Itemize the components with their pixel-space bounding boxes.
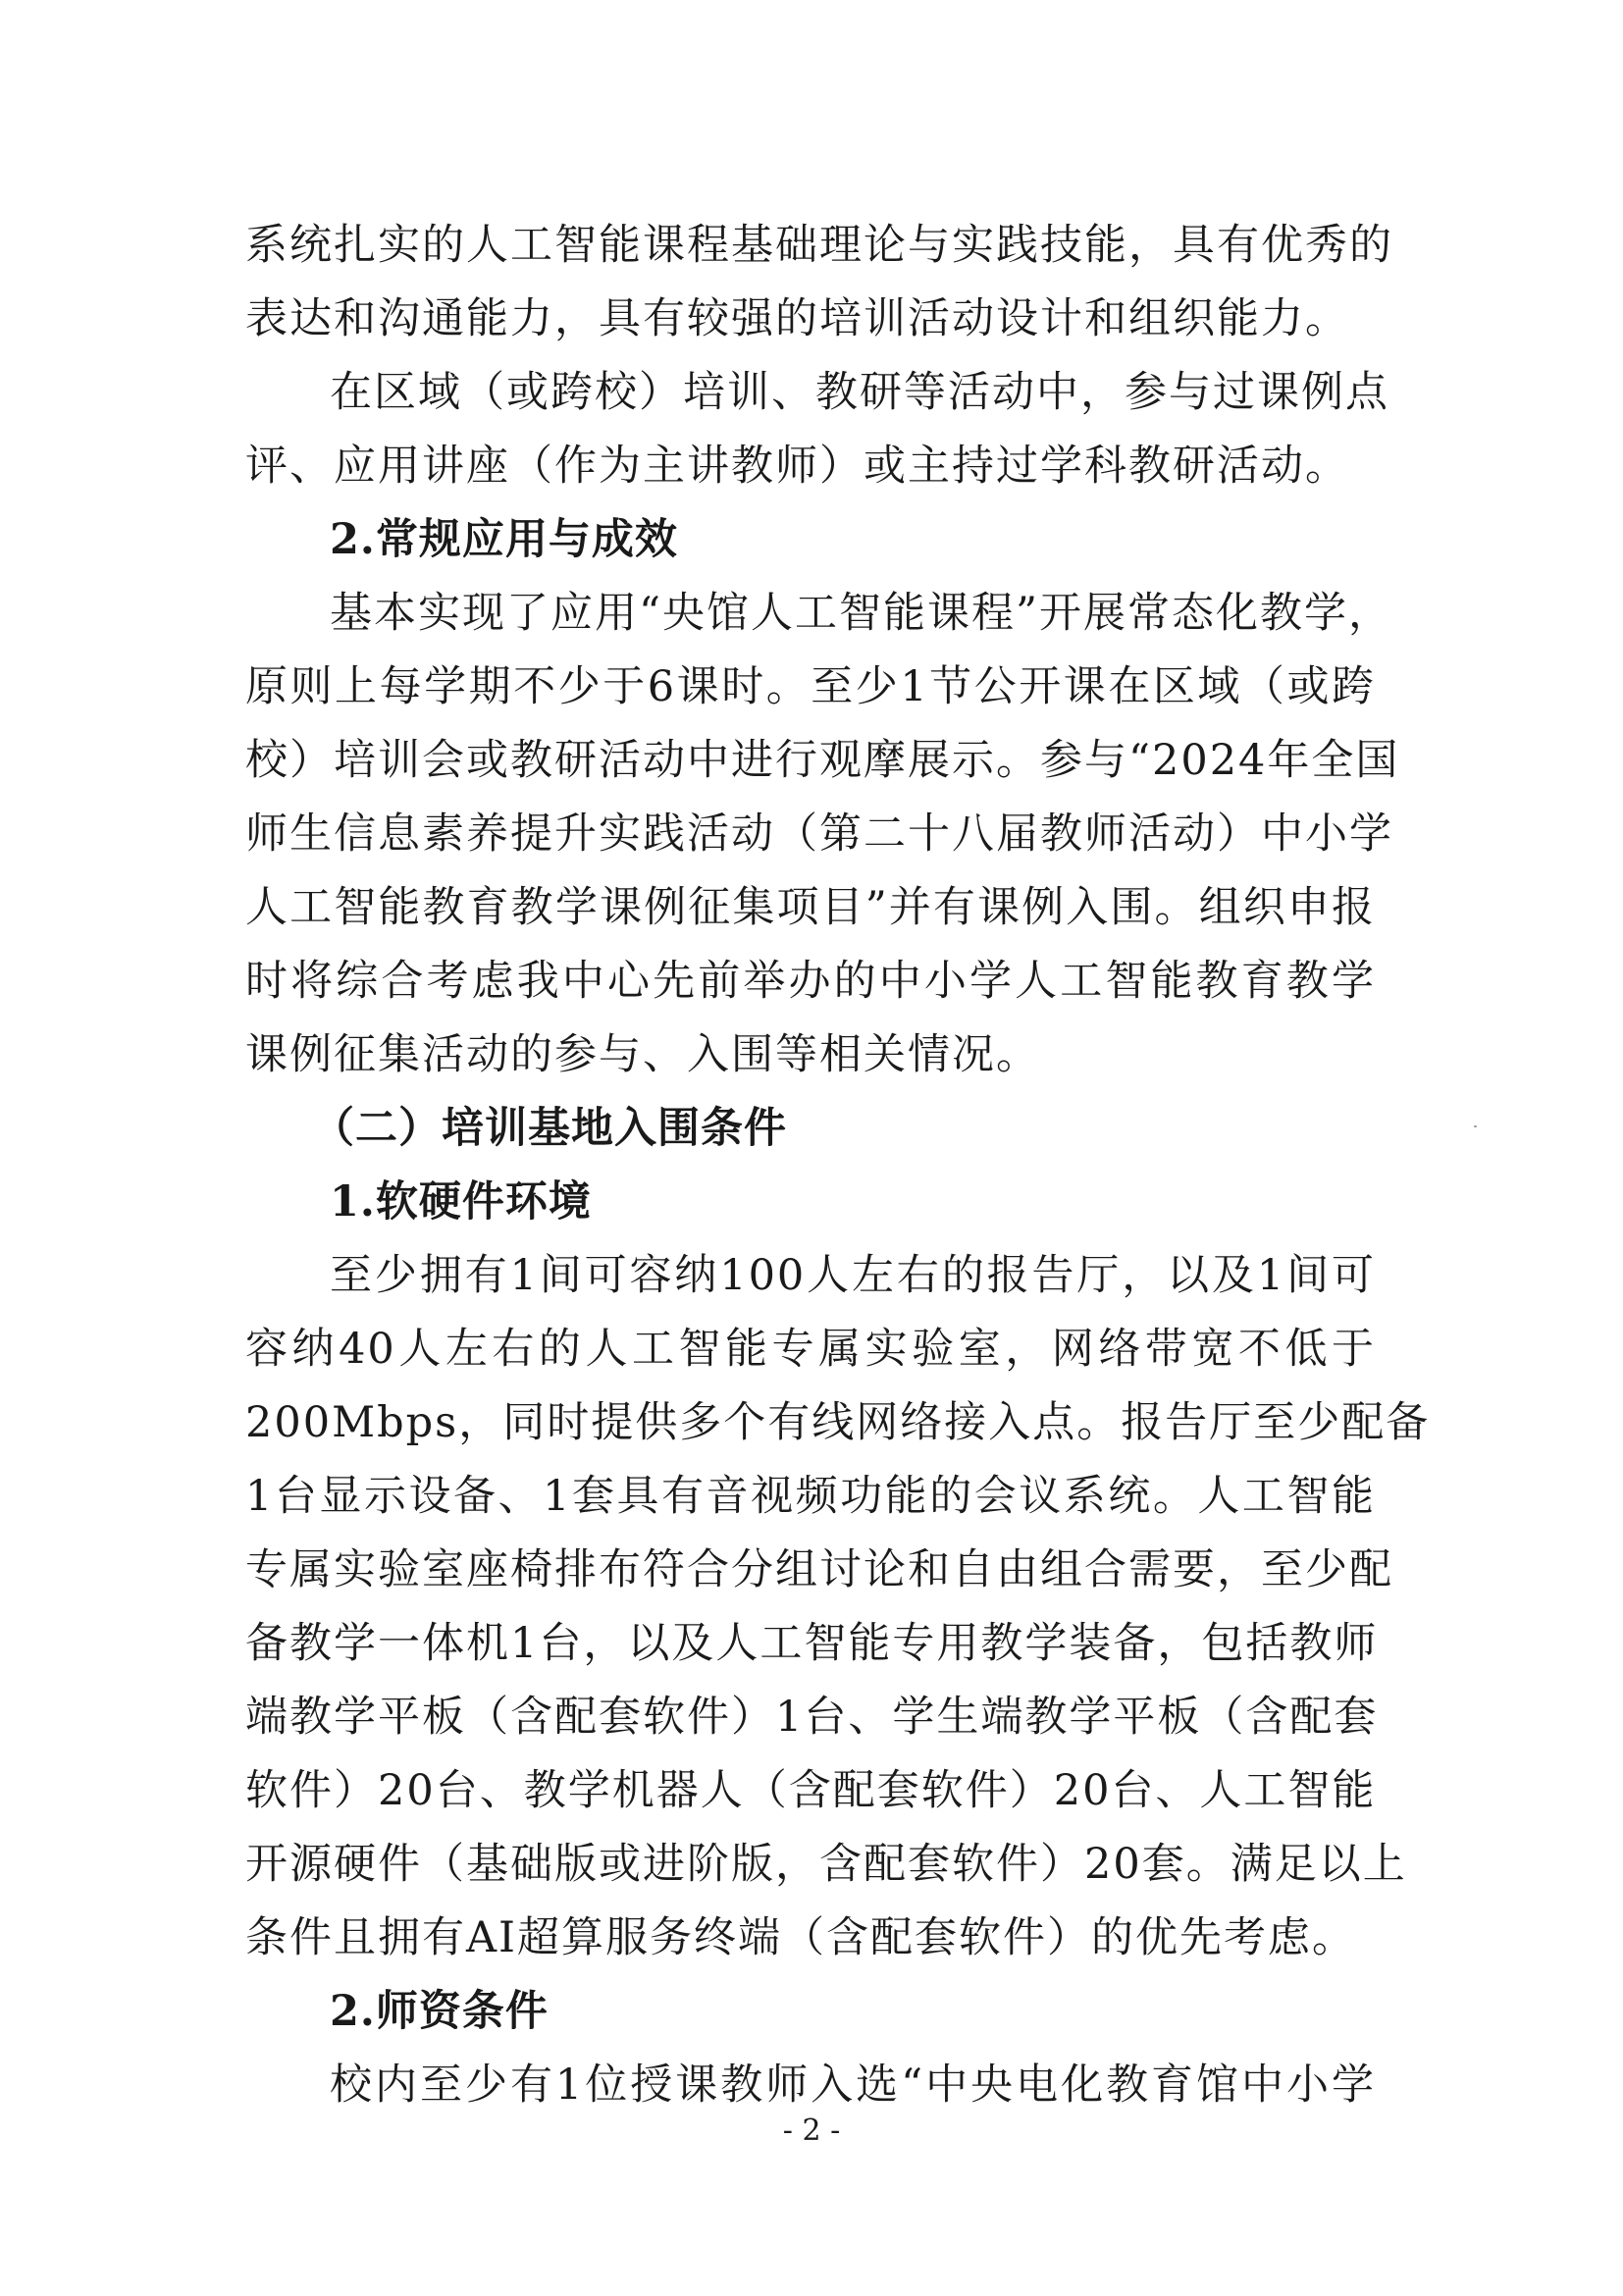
section-heading-usage: 2.常规应用与成效	[330, 515, 678, 564]
body-line-18: 1台显示设备、1套具有音视频功能的会议系统。人工智能	[245, 1472, 1376, 1521]
section-heading-teachers: 2.师资条件	[330, 1987, 549, 2036]
body-line-7: 原则上每学期不少于6课时。至少1节公开课在区域（或跨	[245, 662, 1376, 711]
section-heading-environment: 1.软硬件环境	[330, 1177, 592, 1226]
body-line-16: 容纳40人左右的人工智能专属实验室，网络带宽不低于	[245, 1325, 1376, 1374]
body-line-23: 开源硬件（基础版或进阶版，含配套软件）20套。满足以上	[245, 1840, 1407, 1889]
page-number: - 2 -	[782, 2113, 841, 2148]
body-line-4: 评、应用讲座（作为主讲教师）或主持过学科教研活动。	[245, 442, 1349, 491]
section-heading-training-base: （二）培训基地入围条件	[312, 1104, 787, 1153]
body-line-24: 条件且拥有AI超算服务终端（含配套软件）的优先考虑。	[245, 1913, 1357, 1962]
body-line-17: 200Mbps，同时提供多个有线网络接入点。报告厅至少配备	[245, 1398, 1431, 1447]
body-line-21: 端教学平板（含配套软件）1台、学生端教学平板（含配套	[245, 1693, 1379, 1742]
body-line-10: 人工智能教育教学课例征集项目”并有课例入围。组织申报	[245, 883, 1376, 932]
body-line-11: 时将综合考虑我中心先前举办的中小学人工智能教育教学	[245, 957, 1376, 1006]
scan-speck	[1474, 1125, 1477, 1127]
paragraph-start-line: 基本实现了应用“央馆人工智能课程”开展常态化教学，	[330, 589, 1392, 638]
body-line-1: 系统扎实的人工智能课程基础理论与实践技能，具有优秀的	[245, 221, 1393, 270]
paragraph-start-line: 在区域（或跨校）培训、教研等活动中，参与过课例点	[330, 368, 1389, 417]
body-line-9: 师生信息素养提升实践活动（第二十八届教师活动）中小学	[245, 809, 1393, 859]
body-line-12: 课例征集活动的参与、入围等相关情况。	[245, 1030, 1040, 1079]
body-line-22: 软件）20台、教学机器人（含配套软件）20台、人工智能	[245, 1766, 1377, 1815]
body-line-2: 表达和沟通能力，具有较强的培训活动设计和组织能力。	[245, 294, 1349, 343]
body-line-19: 专属实验室座椅排布符合分组讨论和自由组合需要，至少配	[245, 1545, 1393, 1594]
body-line-8: 校）培训会或教研活动中进行观摩展示。参与“2024年全国	[245, 736, 1400, 785]
paragraph-start-line: 至少拥有1间可容纳100人左右的报告厅，以及1间可	[330, 1251, 1376, 1300]
body-line-20: 备教学一体机1台，以及人工智能专用教学装备，包括教师	[245, 1619, 1379, 1668]
paragraph-start-line: 校内至少有1位授课教师入选“中央电化教育馆中小学	[330, 2061, 1376, 2110]
